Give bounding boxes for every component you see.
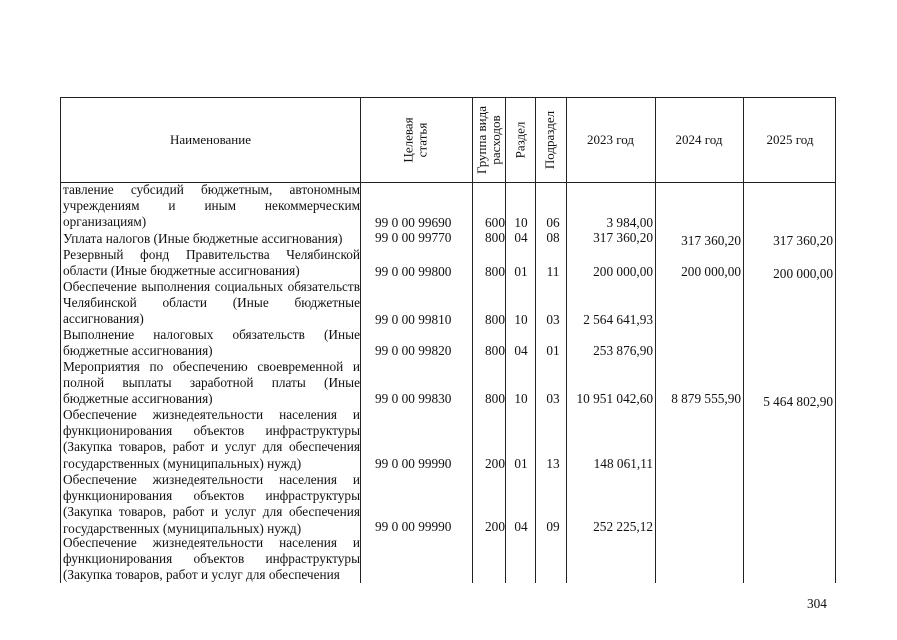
budget-table [60,97,836,583]
row-expense-group: 200 [485,456,505,471]
row-section: 10 [514,215,528,230]
row-value-2023: 200 000,00 [593,264,653,279]
header-year-2023 [566,98,655,182]
header-section [505,98,535,182]
row-value-2023: 253 876,90 [593,343,653,358]
header-year-2024-label: 2024 год [675,132,723,147]
row-section: 01 [514,456,528,471]
row-value-2024: 317 360,20 [681,233,741,248]
row-target-article: 99 0 00 99770 [375,230,452,245]
row-subsection: 06 [546,215,560,230]
row-target-article: 99 0 00 99690 [375,215,452,230]
header-expense-group-label [475,106,503,174]
row-name: тавление субсидий бюджетным, автономным учреждениям и иным некоммерческим организациям) [63,182,360,230]
row-expense-group: 800 [485,391,505,406]
header-target-article [360,98,472,182]
row-target-article: 99 0 00 99820 [375,343,452,358]
row-section: 04 [514,343,528,358]
row-name: Обеспечение выполнения социальных обязательств Челябинской области (Иные бюджетные ассигнования) [63,279,360,327]
page-number: 304 [807,596,827,611]
row-subsection: 09 [546,519,560,534]
header-year-2024 [655,98,743,182]
row-expense-group: 800 [485,343,505,358]
header-section-label: Раздел [512,121,527,159]
row-section: 01 [514,264,528,279]
row-target-article: 99 0 00 99990 [375,456,452,471]
row-value-2025: 200 000,00 [773,266,833,281]
row-value-2023: 2 564 641,93 [583,312,653,327]
row-section: 10 [514,312,528,327]
row-name: Обеспечение жизнедеятельности населения и функционирования объектов инфраструктуры (Закупка товаров, работ и услуг для обеспечения [63,535,360,583]
header-name-label: Наименование [170,132,251,147]
row-expense-group: 800 [485,230,505,245]
header-target-article-label [402,117,430,162]
row-section: 10 [514,391,528,406]
row-section: 04 [514,519,528,534]
row-expense-group: 800 [485,264,505,279]
row-value-2025: 317 360,20 [773,233,833,248]
row-value-2024: 200 000,00 [681,264,741,279]
header-year-2025-label: 2025 год [766,132,814,147]
row-name: Выполнение налоговых обязательств (Иные бюджетные ассигнования) [63,327,360,359]
header-year-2025 [743,98,837,182]
header-subsection [535,98,566,182]
row-value-2025: 5 464 802,90 [763,394,833,409]
row-name: Уплата налогов (Иные бюджетные ассигнования) [63,231,343,246]
row-name: Резервный фонд Правительства Челябинской области (Иные бюджетные ассигнования) [63,247,360,279]
row-name: Обеспечение жизнедеятельности населения и функционирования объектов инфраструктуры (Закупка товаров, работ и услуг для обеспечения государственных (муниципальных) нужд) [63,407,360,471]
row-value-2023: 10 951 042,60 [576,391,653,406]
header-subsection-label: Подраздел [542,110,558,170]
row-value-2024: 8 879 555,90 [671,391,741,406]
header-year-2023-label: 2023 год [587,132,634,147]
row-subsection: 03 [546,391,560,406]
row-subsection: 13 [546,456,560,471]
row-target-article: 99 0 00 99800 [375,264,452,279]
row-value-2023: 3 984,00 [606,215,653,230]
row-target-article: 99 0 00 99830 [375,391,452,406]
row-subsection: 08 [546,230,560,245]
header-name [61,98,360,182]
row-section: 04 [514,230,528,245]
row-subsection: 01 [546,343,560,358]
row-value-2023: 317 360,20 [593,230,653,245]
row-expense-group: 200 [485,519,505,534]
header-target-line2: статья [414,122,430,158]
row-value-2023: 148 061,11 [593,456,653,471]
header-expense-group [472,98,505,182]
header-target-line1: Целевая [400,117,416,163]
header-group-line2: расходов [487,115,503,165]
row-expense-group: 800 [485,312,505,327]
row-target-article: 99 0 00 99810 [375,312,452,327]
row-subsection: 11 [546,264,560,279]
row-target-article: 99 0 00 99990 [375,519,452,534]
row-name: Обеспечение жизнедеятельности населения и функционирования объектов инфраструктуры (Закупка товаров, работ и услуг для обеспечения государственных (муниципальных) нужд) [63,472,360,536]
row-expense-group: 600 [485,215,505,230]
row-name: Мероприятия по обеспечению своевременной и полной выплаты заработной платы (Иные бюджетные ассигнования) [63,359,360,407]
header-group-line1: Группа вида [473,106,489,174]
row-value-2023: 252 225,12 [593,519,653,534]
row-subsection: 03 [546,312,560,327]
